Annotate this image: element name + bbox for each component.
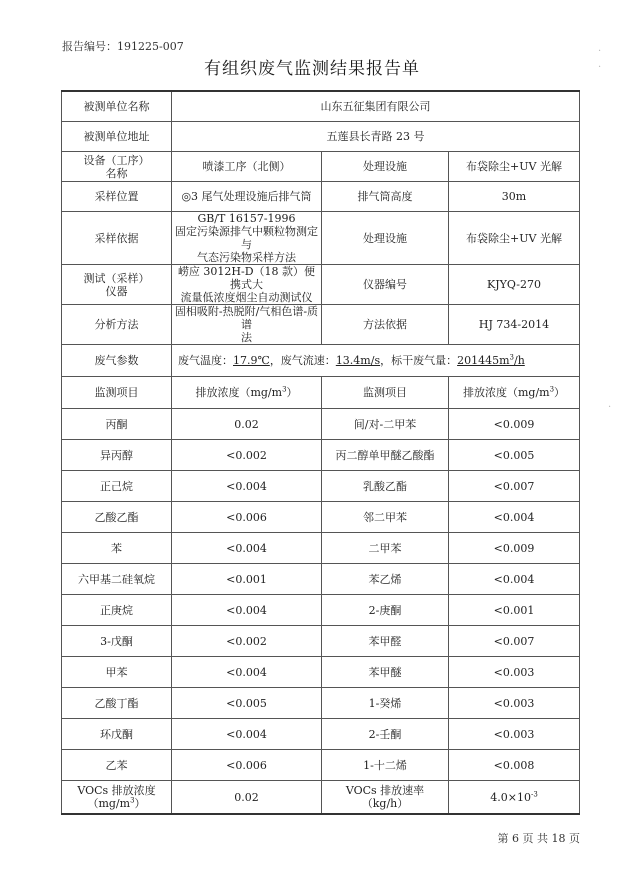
vocs-conc-label (62, 781, 172, 815)
result-item: 苯甲醛 (322, 626, 449, 657)
method-basis-value: HJ 734-2014 (449, 305, 580, 345)
result-value: <0.002 (172, 626, 322, 657)
stack-height-label: 排气筒高度 (322, 182, 449, 212)
gas-volume-label: ，标干废气量： (380, 354, 458, 367)
gas-volume-sup: 3 (509, 353, 514, 362)
basis-value (172, 212, 322, 265)
instrument-no-label: 仪器编号 (322, 265, 449, 305)
report-number-label: 报告编号： (62, 40, 117, 53)
result-item: 乙酸乙酯 (62, 502, 172, 533)
result-value: <0.004 (172, 471, 322, 502)
result-value: <0.004 (172, 595, 322, 626)
gas-temp: 17.9℃ (233, 354, 270, 367)
result-item: 乙酸丁酯 (62, 688, 172, 719)
result-value: <0.006 (172, 750, 322, 781)
result-rows (62, 409, 580, 781)
row-equipment (62, 152, 580, 182)
table-row (62, 719, 580, 750)
table-row (62, 595, 580, 626)
result-value: <0.006 (172, 502, 322, 533)
table-row (62, 750, 580, 781)
result-item: 间/对-二甲苯 (322, 409, 449, 440)
result-item: 邻二甲苯 (322, 502, 449, 533)
vocs-rate-label (322, 781, 449, 815)
scan-speck: · (608, 402, 612, 413)
unit-address-label: 被测单位地址 (62, 122, 172, 152)
basis-line3: 气态污染物采样方法 (197, 251, 296, 264)
report-title: 有组织废气监测结果报告单 (204, 59, 420, 79)
scan-speck: · (598, 62, 602, 73)
result-value: <0.004 (172, 657, 322, 688)
result-value: <0.004 (449, 502, 580, 533)
page-number: 第 6 页 共 18 页 (497, 832, 580, 845)
result-item: 甲苯 (62, 657, 172, 688)
table-row (62, 626, 580, 657)
result-value: <0.004 (172, 719, 322, 750)
facility2-value: 布袋除尘+UV 光解 (449, 212, 580, 265)
vocs-rate-label-line2: （kg/h） (361, 797, 409, 810)
result-value: <0.004 (449, 564, 580, 595)
facility2-label: 处理设施 (322, 212, 449, 265)
result-value: <0.002 (172, 440, 322, 471)
basis-label: 采样依据 (62, 212, 172, 265)
result-item: 苯甲醚 (322, 657, 449, 688)
result-item: 3-戊酮 (62, 626, 172, 657)
position-value: ◎3 尾气处理设施后排气筒 (172, 182, 322, 212)
position-label: 采样位置 (62, 182, 172, 212)
equipment-label (62, 152, 172, 182)
vocs-rate-label-line1: VOCs 排放速率 (345, 784, 425, 797)
equipment-label-line1: 设备（工序） (83, 153, 150, 167)
report-number-value: 191225-007 (117, 40, 184, 53)
col-conc-2-sup: 3 (549, 385, 555, 394)
row-results-header (62, 377, 580, 409)
result-value: <0.009 (449, 409, 580, 440)
result-value: <0.008 (449, 750, 580, 781)
result-item: 环戊酮 (62, 719, 172, 750)
method-line2: 法 (241, 331, 252, 344)
result-item: 乙苯 (62, 750, 172, 781)
report-table (61, 90, 580, 815)
result-item: 丙酮 (62, 409, 172, 440)
basis-line2: 固定污染源排气中颗粒物测定与 (175, 225, 318, 251)
result-item: 丙二醇单甲醚乙酸酯 (322, 440, 449, 471)
result-value: <0.007 (449, 471, 580, 502)
table-row (62, 564, 580, 595)
result-value: <0.001 (172, 564, 322, 595)
result-item: 2-壬酮 (322, 719, 449, 750)
result-value: <0.003 (449, 657, 580, 688)
result-item: 二甲苯 (322, 533, 449, 564)
vocs-conc-label-line1: VOCs 排放浓度 (77, 784, 156, 797)
instrument-no-value: KJYQ-270 (449, 265, 580, 305)
instrument-label-line1: 测试（采样） (83, 271, 150, 285)
vocs-rate-number: 4.0×10 (490, 790, 531, 804)
gas-volume (457, 354, 525, 367)
table-row (62, 657, 580, 688)
result-value: 0.02 (172, 409, 322, 440)
row-unit-address (62, 122, 580, 152)
unit-name-value: 山东五征集团有限公司 (172, 91, 580, 122)
result-item: 苯乙烯 (322, 564, 449, 595)
col-conc-1-sup: 3 (282, 385, 287, 394)
instrument-label-line2: 仪器 (105, 284, 128, 298)
col-conc-1-text: 排放浓度（mg/m (195, 386, 283, 399)
method-label: 分析方法 (62, 305, 172, 345)
result-value: <0.007 (449, 626, 580, 657)
instrument-label (62, 265, 172, 305)
stack-height-value: 30m (449, 182, 580, 212)
unit-name-label: 被测单位名称 (62, 91, 172, 122)
gas-params-label: 废气参数 (62, 345, 172, 377)
instrument-line2: 流量低浓度烟尘自动测试仪 (180, 291, 313, 304)
row-instrument (62, 265, 580, 305)
facility-label: 处理设施 (322, 152, 449, 182)
gas-speed: 13.4m/s (335, 354, 381, 367)
instrument-value (172, 265, 322, 305)
result-item: 正己烷 (62, 471, 172, 502)
vocs-conc-sup: 3 (130, 796, 135, 805)
vocs-conc-label-end: ） (134, 797, 146, 810)
result-value: <0.005 (172, 688, 322, 719)
result-value: <0.003 (449, 688, 580, 719)
method-value (172, 305, 322, 345)
row-unit-name (62, 91, 580, 122)
col-conc-1-end: ） (286, 386, 298, 399)
method-basis-label: 方法依据 (322, 305, 449, 345)
result-value: <0.003 (449, 719, 580, 750)
row-gas-params (62, 345, 580, 377)
table-row (62, 533, 580, 564)
unit-address-value: 五莲县长青路 23 号 (172, 122, 580, 152)
col-conc-1 (172, 377, 322, 409)
vocs-rate-exp: -3 (530, 789, 538, 798)
gas-speed-label: ，废气流速： (269, 354, 336, 367)
result-item: 乳酸乙酯 (322, 471, 449, 502)
result-value: <0.005 (449, 440, 580, 471)
table-row (62, 409, 580, 440)
basis-line1: GB/T 16157-1996 (197, 212, 296, 225)
result-item: 六甲基二硅氧烷 (62, 564, 172, 595)
table-row (62, 688, 580, 719)
row-vocs (62, 781, 580, 815)
result-item: 异丙醇 (62, 440, 172, 471)
col-conc-2 (449, 377, 580, 409)
result-value: <0.004 (172, 533, 322, 564)
result-item: 2-庚酮 (322, 595, 449, 626)
vocs-conc-value: 0.02 (172, 781, 322, 815)
result-value: <0.001 (449, 595, 580, 626)
row-sampling-basis (62, 212, 580, 265)
result-item: 正庚烷 (62, 595, 172, 626)
table-row (62, 502, 580, 533)
result-item: 1-十二烯 (322, 750, 449, 781)
instrument-line1: 崂应 3012H-D（18 款）便携式大 (177, 265, 316, 291)
equipment-value: 喷漆工序（北侧） (172, 152, 322, 182)
scan-speck: · (598, 46, 602, 57)
col-conc-2-text: 排放浓度（mg/m (462, 386, 550, 399)
gas-params-value (172, 345, 580, 377)
col-item-1: 监测项目 (62, 377, 172, 409)
row-method (62, 305, 580, 345)
gas-volume-number: 201445m (457, 354, 510, 367)
facility-value: 布袋除尘+UV 光解 (449, 152, 580, 182)
result-value: <0.009 (449, 533, 580, 564)
vocs-rate-value (449, 781, 580, 815)
report-number (62, 38, 184, 54)
col-item-2: 监测项目 (322, 377, 449, 409)
table-row (62, 471, 580, 502)
vocs-conc-label-line2: （mg/m (87, 797, 131, 810)
col-conc-2-end: ） (554, 386, 566, 399)
table-row (62, 440, 580, 471)
row-sampling-position (62, 182, 580, 212)
result-item: 苯 (62, 533, 172, 564)
result-item: 1-癸烯 (322, 688, 449, 719)
method-line1: 固相吸附-热脱附/气相色谱-质谱 (174, 305, 319, 331)
equipment-label-line2: 名称 (105, 166, 128, 180)
gas-temp-label: 废气温度： (178, 354, 233, 367)
gas-volume-unit: /h (513, 354, 525, 367)
